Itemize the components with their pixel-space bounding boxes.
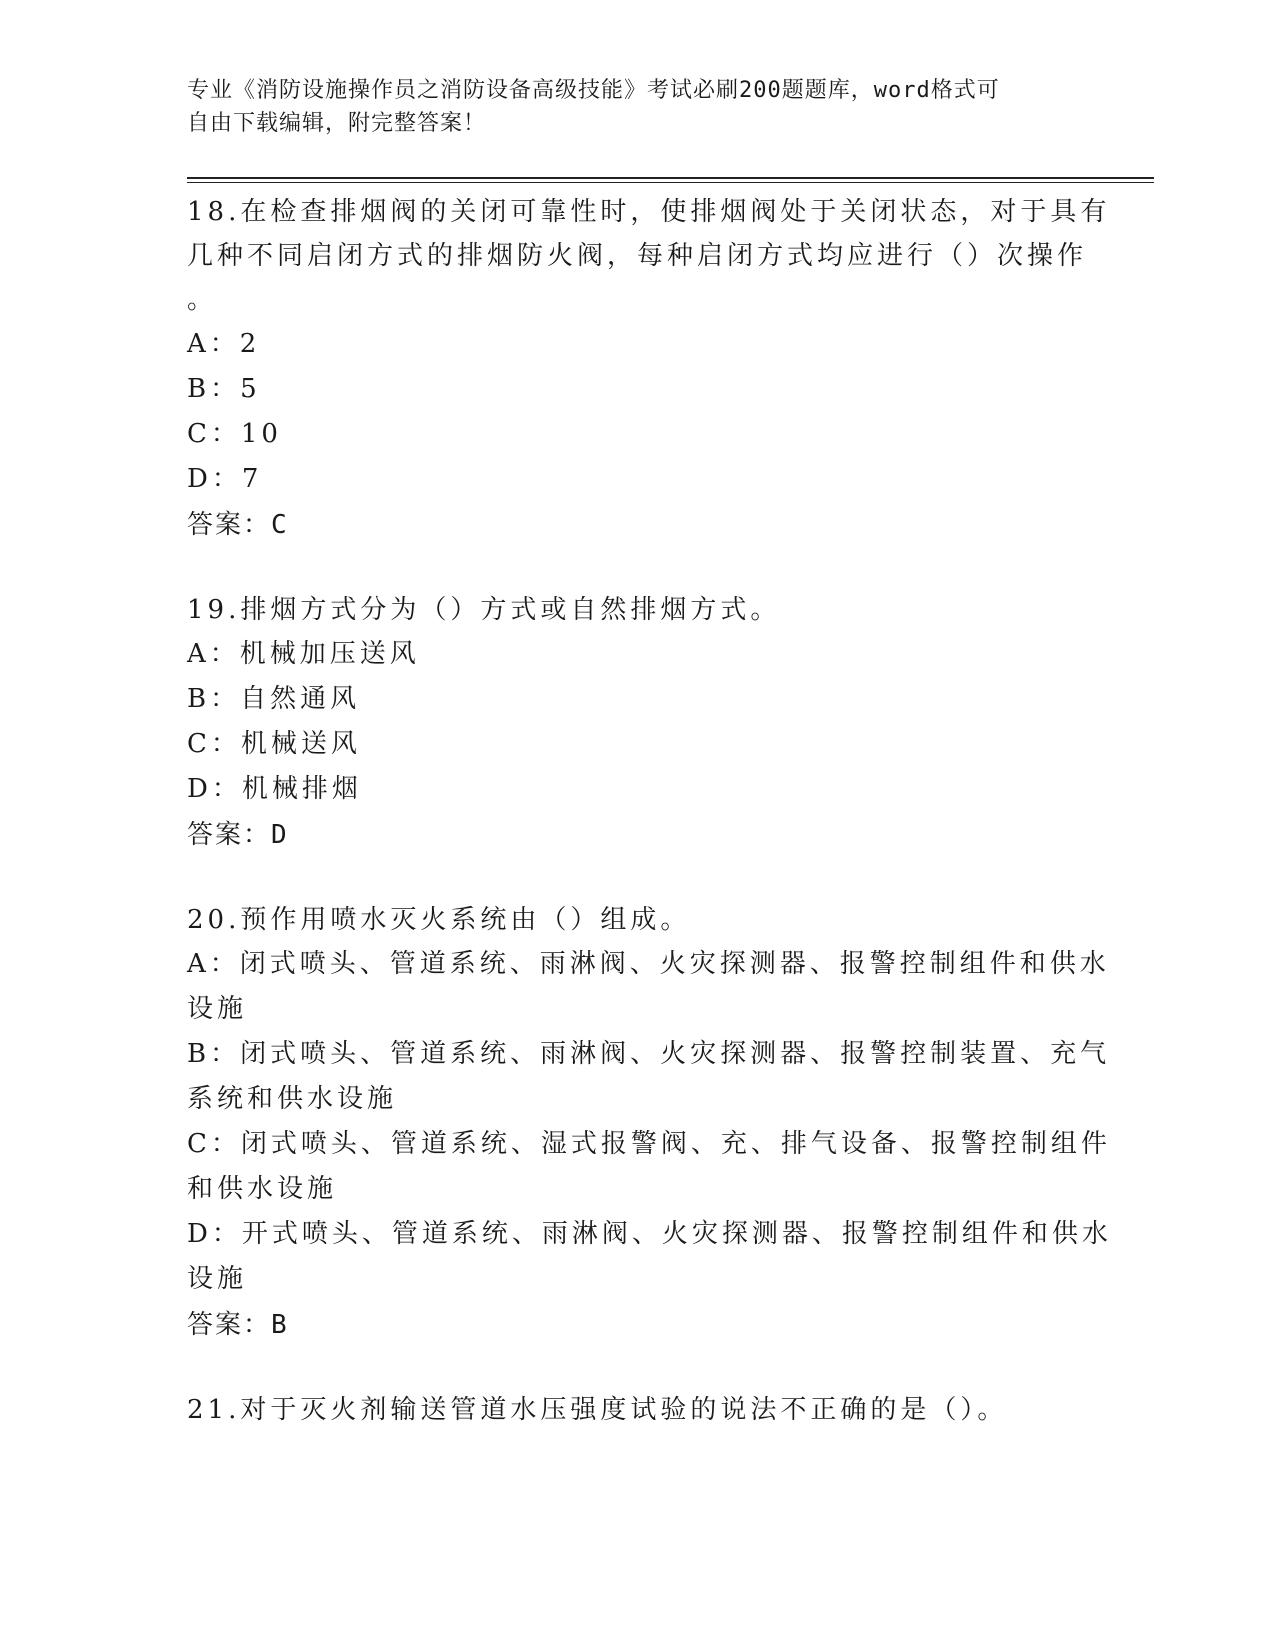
option-line: C：闭式喷头、管道系统、湿式报警阀、充、排气设备、报警控制组件 <box>187 1129 1111 1159</box>
question-stem-line: 19.排烟方式分为（）方式或自然排烟方式。 <box>187 595 781 625</box>
question-stem-line: 20.预作用喷水灭火系统由（）组成。 <box>187 905 691 935</box>
header-line: 专业《消防设施操作员之消防设备高级技能》考试必刷200题题库，word格式可 <box>187 78 1000 103</box>
option-line: 设施 <box>187 1264 248 1294</box>
question-21 <box>187 1388 1087 1432</box>
option-b <box>187 1032 1111 1122</box>
option-line: A：闭式喷头、管道系统、雨淋阀、火灾探测器、报警控制组件和供水 <box>187 949 1110 979</box>
answer-line: 答案：B <box>187 1310 289 1340</box>
option-line: 和供水设施 <box>187 1174 338 1204</box>
question-stem-line: 18.在检查排烟阀的关闭可靠性时，使排烟阀处于关闭状态，对于具有 <box>187 197 1111 227</box>
option-line: 设施 <box>187 994 248 1024</box>
option-d: D：7 <box>187 464 263 494</box>
question-list <box>187 190 1112 1432</box>
option-b: B：5 <box>187 374 261 404</box>
question-stem-line: 。 <box>187 285 218 315</box>
option-b: B：自然通风 <box>187 684 361 714</box>
option-c: C：机械送风 <box>187 729 361 759</box>
option-a: A：机械加压送风 <box>187 639 420 669</box>
header-divider-thick <box>187 177 1154 179</box>
answer-line: 答案：D <box>187 820 289 850</box>
question-18 <box>187 190 1111 548</box>
option-d <box>187 1212 1112 1302</box>
option-c: C：10 <box>187 419 282 449</box>
header-divider-thin <box>187 182 1154 183</box>
question-20 <box>187 898 1112 1348</box>
option-a <box>187 942 1110 1032</box>
question-19 <box>187 588 1087 858</box>
option-c <box>187 1122 1111 1212</box>
answer-line: 答案：C <box>187 510 289 540</box>
question-stem-line: 21.对于灭火剂输送管道水压强度试验的说法不正确的是（）。 <box>187 1395 1008 1425</box>
option-line: D：开式喷头、管道系统、雨淋阀、火灾探测器、报警控制组件和供水 <box>187 1219 1112 1249</box>
option-a: A：2 <box>187 329 261 359</box>
option-line: B：闭式喷头、管道系统、雨淋阀、火灾探测器、报警控制装置、充气 <box>187 1039 1111 1069</box>
question-stem-line: 几种不同启闭方式的排烟防火阀，每种启闭方式均应进行（）次操作 <box>187 241 1088 271</box>
header-line: 自由下载编辑，附完整答案！ <box>187 111 487 136</box>
option-line: 系统和供水设施 <box>187 1084 398 1114</box>
option-d: D：机械排烟 <box>187 774 362 804</box>
document-header <box>187 74 1067 140</box>
